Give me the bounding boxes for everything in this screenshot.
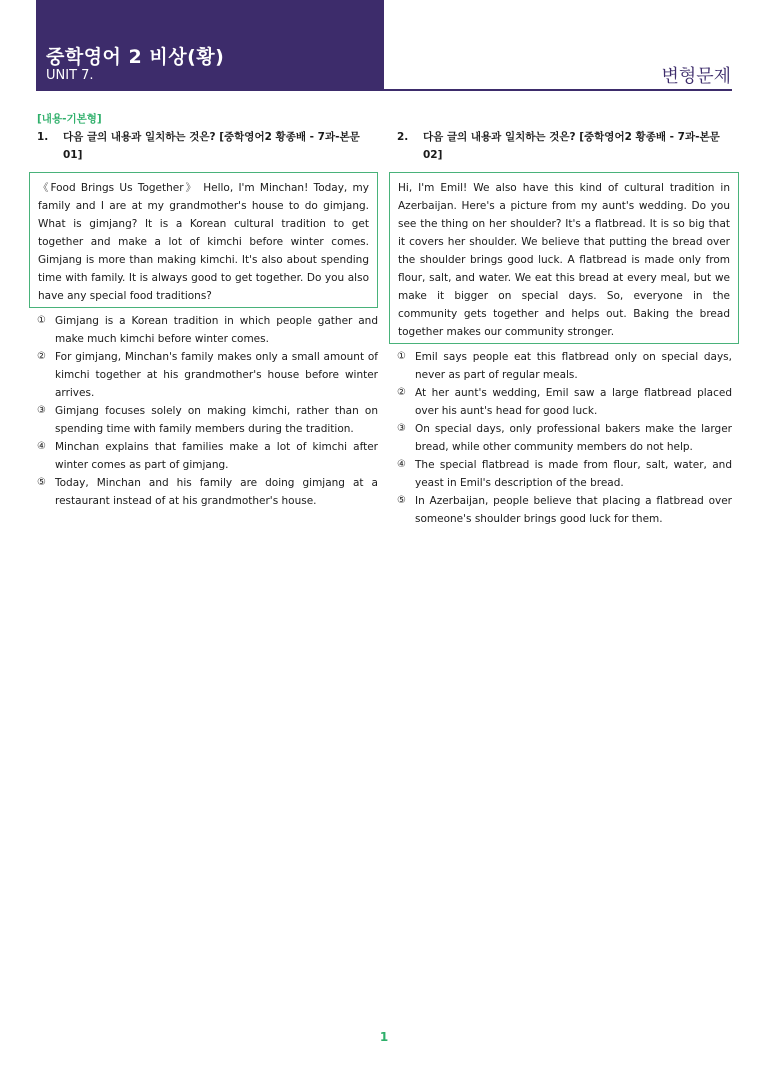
question-2-number: 2. bbox=[397, 131, 409, 143]
option-mark: ③ bbox=[37, 405, 46, 416]
page-number: 1 bbox=[379, 1030, 389, 1044]
option[interactable] bbox=[397, 384, 732, 420]
header-section-label: 변형문제 bbox=[661, 66, 731, 87]
option-mark: ② bbox=[397, 387, 406, 398]
option-mark: ② bbox=[37, 351, 46, 362]
question-category: [내용-기본형] bbox=[37, 113, 102, 125]
option-text: The special flatbread is made from flour, salt, water, and yeast in Emil's description of the bread. bbox=[415, 459, 732, 489]
question-2-options bbox=[397, 348, 732, 528]
header-banner bbox=[36, 0, 384, 91]
header-title: 중학영어 2 비상(황) bbox=[46, 46, 225, 68]
question-1-header bbox=[37, 128, 378, 164]
option-mark: ① bbox=[37, 315, 46, 326]
question-2-header bbox=[397, 128, 732, 164]
option[interactable] bbox=[37, 348, 378, 402]
header-unit: UNIT 7. bbox=[46, 68, 94, 83]
question-1-passage: 《Food Brings Us Together》 Hello, I'm Minchan! Today, my family and I are at my grandmother's house to do gimjang. What is gimjang? It is a Korean cultural tradition to get together and make a lot of kimchi before winter comes. Gimjang is more than making kimchi. It's also about spending time with family. It is always good to get together. Do you also have any special food traditions? bbox=[29, 172, 378, 308]
option[interactable] bbox=[37, 438, 378, 474]
option-mark: ③ bbox=[397, 423, 406, 434]
option-text: Gimjang is a Korean tradition in which people gather and make much kimchi before winter comes. bbox=[55, 315, 378, 345]
option[interactable] bbox=[397, 456, 732, 492]
option-text: Emil says people eat this flatbread only on special days, never as part of regular meals. bbox=[415, 351, 732, 381]
option-text: In Azerbaijan, people believe that placing a flatbread over someone's shoulder brings good luck for them. bbox=[415, 495, 732, 525]
option[interactable] bbox=[397, 348, 732, 384]
option[interactable] bbox=[37, 402, 378, 438]
question-2-prompt: 다음 글의 내용과 일치하는 것은? [중학영어2 황종배 - 7과-본문 02] bbox=[423, 131, 720, 161]
option-text: For gimjang, Minchan's family makes only a small amount of kimchi together at his grandmother's house before winter arrives. bbox=[55, 351, 378, 399]
option-text: Today, Minchan and his family are doing gimjang at a restaurant instead of at his grandmother's house. bbox=[55, 477, 378, 507]
question-1-prompt: 다음 글의 내용과 일치하는 것은? [중학영어2 황종배 - 7과-본문 01] bbox=[63, 131, 360, 161]
option-mark: ⑤ bbox=[397, 495, 406, 506]
question-2 bbox=[397, 128, 732, 528]
option-mark: ④ bbox=[37, 441, 46, 452]
option-text: On special days, only professional bakers make the larger bread, while other community members do not help. bbox=[415, 423, 732, 453]
option-mark: ⑤ bbox=[37, 477, 46, 488]
option-mark: ④ bbox=[397, 459, 406, 470]
option-text: At her aunt's wedding, Emil saw a large flatbread placed over his aunt's head for good luck. bbox=[415, 387, 732, 417]
question-2-passage: Hi, I'm Emil! We also have this kind of cultural tradition in Azerbaijan. Here's a picture from my aunt's wedding. Do you see the thing on her shoulder? It's a flatbread. It is so big that it covers her shoulder. We believe that putting the bread over the shoulder brings good luck. A flatbread is made only from flour, salt, and water. We eat this bread at every meal, but we make it bigger on special days. So, everyone in the community gets together and helps out. Baking the bread together makes our community stronger. bbox=[389, 172, 739, 344]
option[interactable] bbox=[397, 420, 732, 456]
option-text: Minchan explains that families make a lot of kimchi after winter comes as part of gimjang. bbox=[55, 441, 378, 471]
question-1-number: 1. bbox=[37, 131, 49, 143]
header-rule bbox=[384, 89, 732, 91]
option[interactable] bbox=[37, 312, 378, 348]
option[interactable] bbox=[37, 474, 378, 510]
option-text: Gimjang focuses solely on making kimchi, rather than on spending time with family members during the tradition. bbox=[55, 405, 378, 435]
option[interactable] bbox=[397, 492, 732, 528]
question-1-options bbox=[37, 312, 378, 510]
question-1 bbox=[37, 128, 378, 510]
option-mark: ① bbox=[397, 351, 406, 362]
